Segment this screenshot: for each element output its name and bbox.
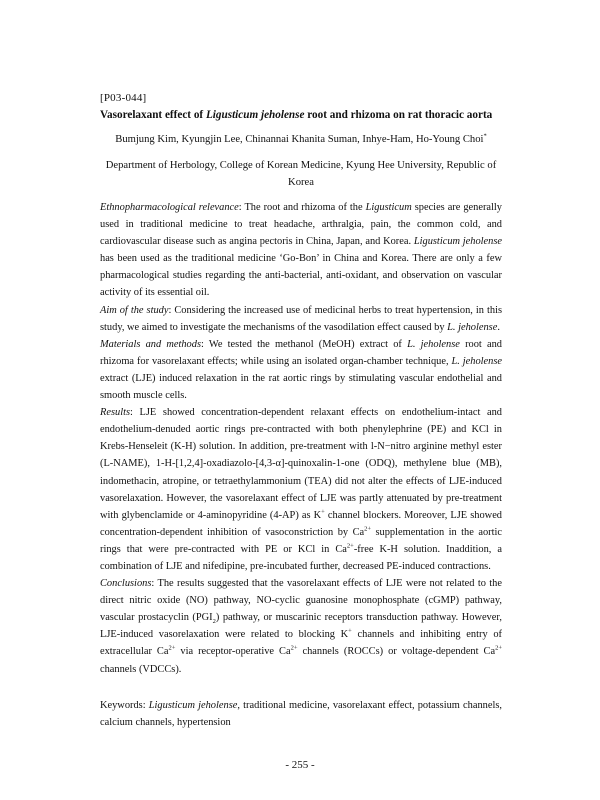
section-label: Materials and methods — [100, 338, 201, 350]
section-label: Results — [100, 407, 131, 419]
abstract-body — [100, 199, 502, 678]
ethno-paragraph: Ethnopharmacological relevance: The root and rhizoma of the Ligusticum species are generally used in traditional medicine to treat headache, arthralgia, pain, the common cold, and cardiovascular disease such as angina pectoris in China, Japan, and Korea. Ligusticum jeholense has been used as the traditional medicine ‘Go-Bon’ in China and Korea. There are only a few pharmacological studies regarding the anti-bacterial, anti-oxidant, and observation on vascular activity of its essential oil. — [100, 202, 503, 299]
results-paragraph: Results: LJE showed concentration-dependent relaxant effects on endothelium-intact and endothelium-denuded aortic rings pre-contracted with both phenylephrine (PE) and KCl in Krebs-Henseleit (K-H) solution. In addition, pre-treatment with l-N−nitro arginine methyl ester (L-NAME), 1-H-[1,2,4]-oxadiazolo-[4,3-α]-quinoxalin-1-one (ODQ), methylene blue (MB), indomethacin, atropine, or tetraethylammonium (TEA) did not alter the effects of LJE-induced vasorelaxation. However, the vasorelaxant effect of LJE was partly attenuated by pre-treatment with glybenclamide or 4-aminopyridine (4-AP) as K+ channel blockers. Moreover, LJE showed concentration-dependent inhibition of vasoconstriction by $Ca^{2+}$ supplementation in the aortic rings that were pre-contracted with PE or KCl in $Ca^{2+}$-free K-H solution. Inaddition, a combination of LJE and nifedipine, pre-incubated further, decreased PE-induced contractions. — [100, 407, 502, 572]
page-number: - 255 - — [285, 759, 315, 771]
methods-paragraph: Materials and methods: We tested the methanol (MeOH) extract of L. jeholense root and rhizoma for vasorelaxant effects; while using an isolated organ-chamber technique, L. jeholense extract (LJE) induced relaxation in the rat aortic rings by stimulating vascular endothelial and smooth muscle cells. — [100, 338, 503, 402]
section-label: Conclusions — [100, 578, 152, 590]
corresponding-author-mark: * — [483, 132, 487, 140]
section-label: Ethnopharmacological relevance — [100, 202, 239, 213]
section-label: Aim of the study — [100, 304, 169, 316]
conclusions-paragraph: Conclusions: The results suggested that the vasorelaxant effects of LJE were not related to the direct nitric oxide (NO) pathway, NO-cyclic guanosine monophosphate (cGMP) pathway, vascular prostacyclin $(PGI_2)$ pathway, or muscarinic receptors transduction pathway. However, LJE-induced vasorelaxation were related to blocking K+ channels and inhibiting entry of extracellular $Ca^{2+}$ via receptor-operative $Ca^{2+}$ channels (ROCCs) or voltage-dependent $Ca^{2+}$ channels (VDCCs). — [100, 578, 503, 675]
aim-paragraph: Aim of the study: Considering the increased use of medicinal herbs to treat hypertension, in this study, we aimed to investigate the mechanisms of the vasodilation effect caused by L. jeholense. — [100, 304, 502, 333]
abstract-page — [100, 92, 502, 731]
affiliation: Department of Herbology, College of Korean Medicine, Kyung Hee University, Republic of Korea — [105, 160, 497, 188]
keywords: Keywords: Ligusticum jeholense, traditional medicine, vasorelaxant effect, potassium channels, calcium channels, hypertension — [100, 699, 502, 728]
poster-code: [P03-044] — [100, 92, 147, 104]
author-list: Bumjung Kim, Kyungjin Lee, Chinannai Khanita Suman, Inhye-Ham, Ho-Young Choi* — [115, 132, 487, 145]
paper-title: Vasorelaxant effect of Ligusticum jeholense root and rhizoma on rat thoracic aorta — [100, 109, 493, 121]
